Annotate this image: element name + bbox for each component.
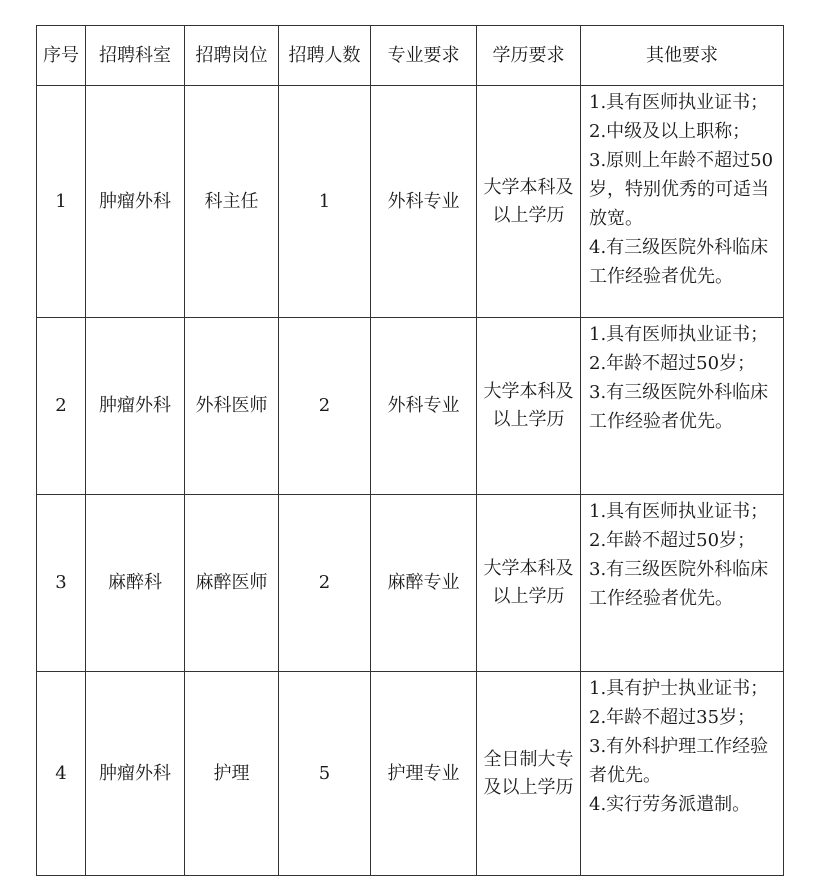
recruitment-table	[36, 25, 784, 876]
requirement-item: 1.具有护士执业证书；	[589, 678, 769, 699]
table-row	[37, 86, 784, 318]
recruitment-table-container	[36, 25, 784, 876]
cell-position: 护理	[185, 672, 279, 876]
table-row	[37, 318, 784, 495]
requirement-item: 2.年龄不超过35岁；	[589, 707, 756, 728]
requirement-item: 3.有三级医院外科临床工作经验者优先。	[589, 559, 769, 609]
cell-other	[581, 672, 784, 876]
header-department: 招聘科室	[86, 26, 185, 86]
cell-department: 肿瘤外科	[86, 86, 185, 318]
header-other: 其他要求	[581, 26, 784, 86]
cell-other	[581, 495, 784, 672]
header-row	[37, 26, 784, 86]
requirement-item: 3.有三级医院外科临床工作经验者优先。	[589, 382, 769, 432]
cell-department: 肿瘤外科	[86, 672, 185, 876]
cell-education: 全日制大专及以上学历	[477, 672, 581, 876]
table-row	[37, 672, 784, 876]
cell-count: 2	[279, 495, 371, 672]
header-position: 招聘岗位	[185, 26, 279, 86]
requirement-item: 2.年龄不超过50岁；	[589, 530, 756, 551]
cell-index: 1	[37, 86, 86, 318]
header-count: 招聘人数	[279, 26, 371, 86]
cell-position: 外科医师	[185, 318, 279, 495]
cell-position: 麻醉医师	[185, 495, 279, 672]
cell-index: 2	[37, 318, 86, 495]
requirement-item: 2.年龄不超过50岁；	[589, 353, 756, 374]
requirement-item: 2.中级及以上职称；	[589, 121, 751, 142]
header-major: 专业要求	[371, 26, 477, 86]
header-education: 学历要求	[477, 26, 581, 86]
header-index: 序号	[37, 26, 86, 86]
cell-education: 大学本科及以上学历	[477, 86, 581, 318]
cell-education: 大学本科及以上学历	[477, 495, 581, 672]
requirement-item: 3.原则上年龄不超过50岁，特别优秀的可适当放宽。	[589, 150, 774, 229]
table-row	[37, 495, 784, 672]
cell-index: 4	[37, 672, 86, 876]
cell-count: 1	[279, 86, 371, 318]
requirement-item: 1.具有医师执业证书；	[589, 501, 769, 522]
requirement-item: 1.具有医师执业证书；	[589, 92, 769, 113]
requirement-item: 3.有外科护理工作经验者优先。	[589, 736, 769, 786]
cell-major: 护理专业	[371, 672, 477, 876]
cell-major: 麻醉专业	[371, 495, 477, 672]
cell-major: 外科专业	[371, 318, 477, 495]
cell-count: 5	[279, 672, 371, 876]
cell-other	[581, 318, 784, 495]
cell-other	[581, 86, 784, 318]
cell-major: 外科专业	[371, 86, 477, 318]
cell-department: 肿瘤外科	[86, 318, 185, 495]
cell-position: 科主任	[185, 86, 279, 318]
cell-education: 大学本科及以上学历	[477, 318, 581, 495]
cell-count: 2	[279, 318, 371, 495]
requirement-item: 4.实行劳务派遣制。	[589, 794, 751, 815]
requirement-item: 4.有三级医院外科临床工作经验者优先。	[589, 237, 769, 287]
cell-department: 麻醉科	[86, 495, 185, 672]
requirement-item: 1.具有医师执业证书；	[589, 324, 769, 345]
cell-index: 3	[37, 495, 86, 672]
